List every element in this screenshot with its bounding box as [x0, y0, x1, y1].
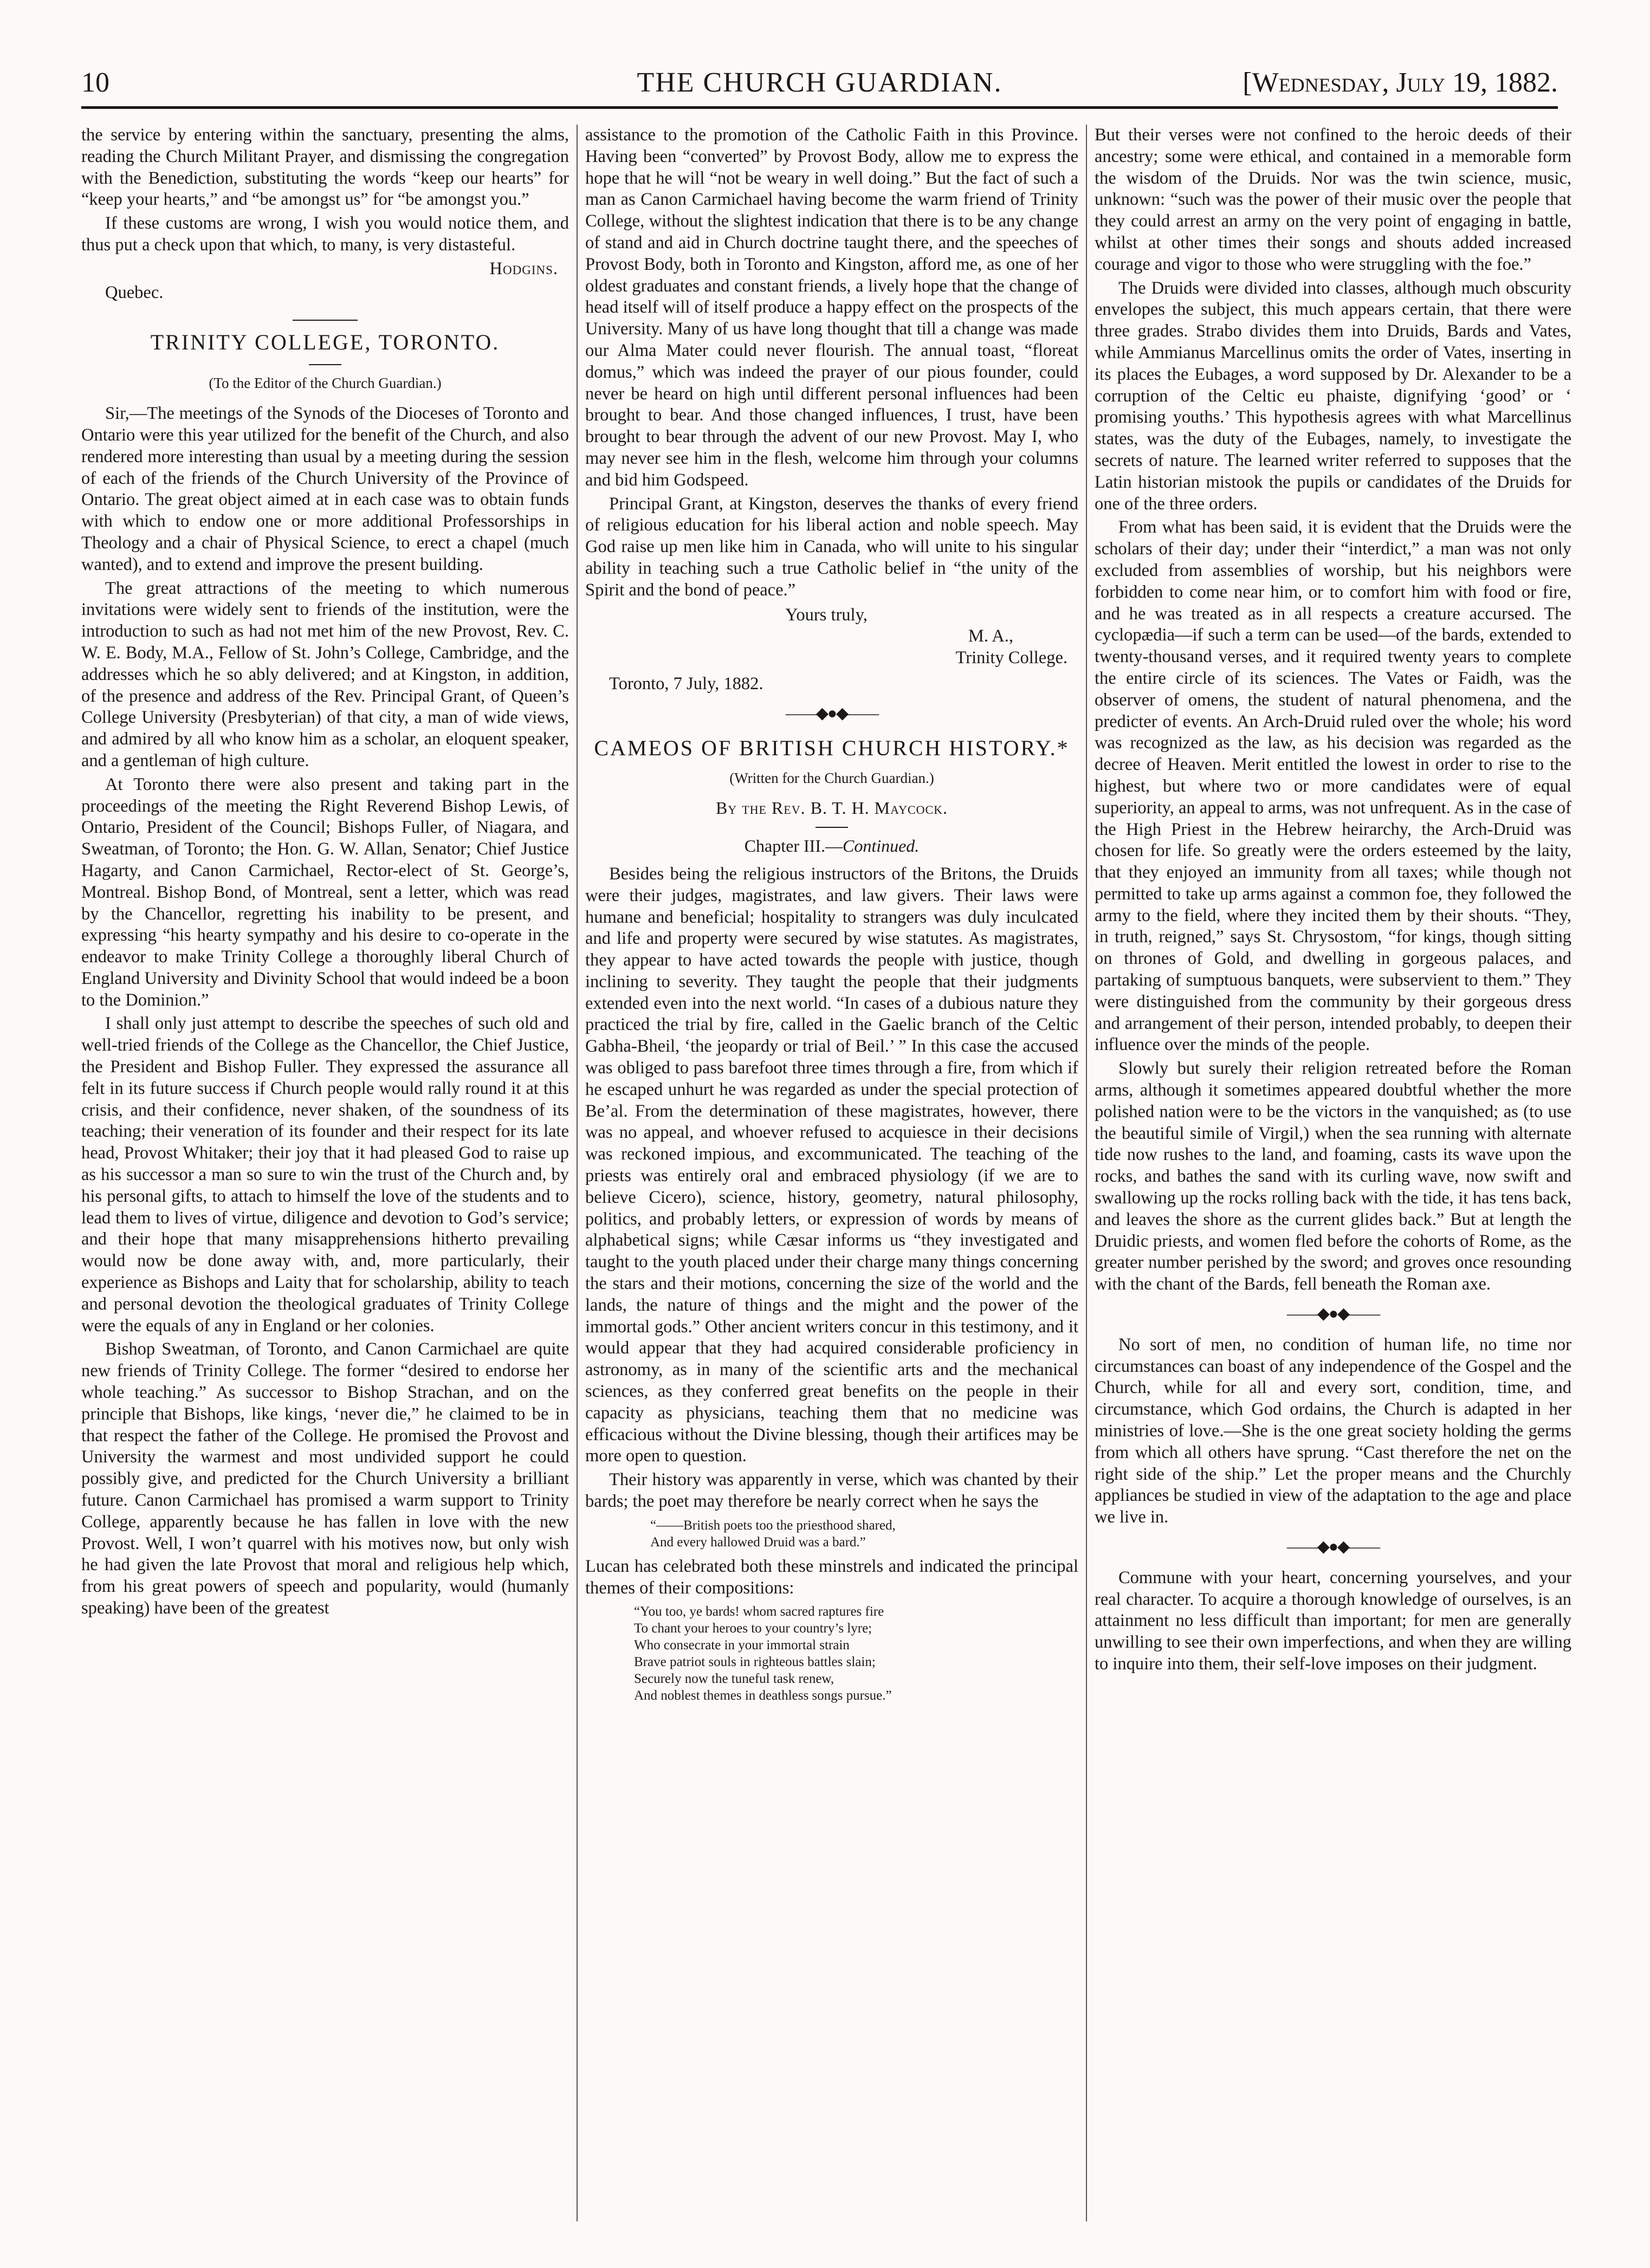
verse-quote [634, 1603, 1078, 1704]
chapter-continued: Continued. [842, 836, 920, 856]
issue-date: [Wednesday, July 19, 1882. [1243, 67, 1558, 98]
verse-line: Securely now the tuneful task renew, [634, 1671, 834, 1687]
column-right [1095, 125, 1571, 2248]
closing-salutation: Yours truly, [785, 605, 868, 625]
letter-place: Quebec. [105, 282, 164, 302]
verse-line: And noblest themes in deathless songs pursue.” [634, 1688, 892, 1703]
verse-line: “You too, ye bards! whom sacred raptures fire [634, 1604, 884, 1619]
verse-line: And every hallowed Druid was a bard.” [650, 1534, 866, 1550]
article-paragraph: I shall only just attempt to describe the speeches of such old and well-tried friends of the College as the Chancellor, the Chief Justice, the President and Bishop Fuller. They expressed the assurance all felt in its future success if Church people would rally round it at this crisis, and their confidence, never shaken, of the soundness of its teaching; their veneration of its founder and their respect for its late head, Provost Whitaker; their joy that it had pleased God to raise up as his successor a man so sure to win the trust of the Church and, by his personal gifts, to attach to himself the love of the students and to lead them to lives of virtue, diligence and devotion to God’s service; and their hope that many misapprehensions hitherto prevailing would now be done away with, and, more particularly, their experience as Bishops and Laity that for scholarship, ability to teach and personal devotion the theological graduates of Trinity College were the equals of any in England or her colonies. [81, 1014, 569, 1336]
article-paragraph: Their history was apparently in verse, which was chanted by their bards; the poet may therefore be nearly correct when he says the [585, 1470, 1078, 1512]
letter-paragraph: the service by entering within the sanctuary, presenting the alms, reading the Church Militant Prayer, and dismissing the congregation with the Benediction, substituting the words “keep our hearts” for “keep your hearts,” and “be amongst us” for “be amongst you.” [81, 125, 569, 210]
masthead-title: THE CHURCH GUARDIAN. [637, 67, 1002, 98]
closing-signature: M. A., [968, 626, 1013, 646]
article-paragraph: Sir,—The meetings of the Synods of the Dioceses of Toronto and Ontario were this year utilized for the benefit of the Church, and also rendered more interesting than usual by a meeting during the session of each of the friends of the Church University of the Province of Ontario. The great object aimed at in each case was to obtain funds with which to endow one or more additional Professorships in Theology and a chair of Physical Science, to erect a chapel (much wanted), and to extend and improve the present building. [81, 404, 569, 574]
article-title: CAMEOS OF BRITISH CHURCH HISTORY.* [594, 735, 1070, 760]
section-ornament: ——◆●◆—— [1286, 1305, 1380, 1323]
page-header [81, 64, 1558, 102]
article-paragraph: assistance to the promotion of the Catholic Faith in this Province. Having been “converted” by Provost Body, allow me to express the hope that he will “not be weary in well doing.” But the fact of such a man as Canon Carmichael having become the warm friend of Trinity College, without the slightest indication that there is to be any change of stand and aid in Church doctrine taught there, and the speeches of Provost Body, both in Toronto and Kingston, afford me, as one of her oldest graduates and constant friends, a lively hope that the change of head itself will of itself produce a happy effect on the prospects of the University. Many of us have long thought that till a change was made our Alma Mater could never flourish. The annual toast, “floreat domus,” which was indeed the prayer of our pious founder, could never be heard on high until different personal influences had been brought to bear. And those changed influences, I trust, have been brought to bear through the advent of our new Provost. May I, who may never see him in the flesh, welcome him through your columns and bid him Godspeed. [585, 125, 1078, 490]
column-middle [585, 125, 1078, 2248]
article-paragraph: Lucan has celebrated both these minstrels and indicated the principal themes of their compositions: [585, 1556, 1078, 1598]
article-byline: By the Rev. B. T. H. Maycock. [715, 798, 948, 818]
article-paragraph: At Toronto there were also present and taking part in the proceedings of the meeting the Right Reverend Bishop Lewis, of Ontario, President of the Council; Bishops Fuller, of Niagara, and Sweatman, of Toronto; the Hon. G. W. Allan, Senator; Chief Justice Hagarty, and Canon Carmichael, Rector-elect of St. George’s, Montreal. Bishop Bond, of Montreal, sent a letter, which was read by the Chancellor, regretting his inability to be present, and expressing “his hearty sympathy and his desire to co-operate in the endeavor to make Trinity College a thoroughly liberal Church of England University and Divinity School that would indeed be a boon to the Dominion.” [81, 774, 569, 1010]
section-rule [293, 320, 358, 321]
article-paragraph: The great attractions of the meeting to which numerous invitations were widely sent to friends of the institution, were the introduction to such as had not met him of the new Provost, Rev. C. W. E. Body, M.A., Fellow of St. John’s College, Cambridge, and the addresses which he so ably delivered; and at Kingston, in addition, of the presence and address of the Rev. Principal Grant, of Queen’s College University (Presbyterian) of that city, a man of wide views, and admired by all who know him as a scholar, an eloquent speaker, and a gentleman of high culture. [81, 578, 569, 770]
article-paragraph: Slowly but surely their religion retreated before the Roman arms, although it sometimes appeared doubtful whether the more polished nation were to be the victors in the vanquished; as (to use the beautiful simile of Virgil,) when the sea running with alternate tide now rushes to the land, and foaming, casts its wave upon the rocks, and bathes the sand with its curling wave, now swift and swallowing up the rocks rolling back with the tide, it has tens back, and leaves the shore as the current glides back.” But at length the Druidic priests, and women fled before the cohorts of Rome, as the greater number perished by the sword; and groves once resounding with the chant of the Bards, fell beneath the Roman axe. [1095, 1059, 1571, 1294]
letter-paragraph: If these customs are wrong, I wish you would notice them, and thus put a check upon that which, to many, is very distasteful. [81, 213, 569, 255]
editorial-paragraph: No sort of men, no condition of human life, no time nor circumstances can boast of any independence of the Gospel and the Church, while for all and every sort, condition, time, and circumstance, which God ordains, the Church is adapted in her ministries of love.—She is the one great society holding the germs from which all others have sprung. “Cast therefore the net on the right side of the ship.” Let the proper means and the Churchly appliances be studied in view of the adaptation to the age and place we live in. [1095, 1334, 1571, 1527]
section-ornament: ——◆●◆—— [785, 704, 878, 722]
column-divider [577, 125, 578, 2221]
verse-line: Who consecrate in your immortal strain [634, 1638, 850, 1653]
verse-line: To chant your heroes to your country’s lyre; [634, 1621, 872, 1636]
letter-dateline: Toronto, 7 July, 1882. [609, 673, 763, 694]
letter-closing [585, 605, 1067, 669]
chapter-heading [585, 835, 1078, 857]
article-paragraph: The Druids were divided into classes, although much obscurity envelopes the subject, this much appears certain, that there were three grades. Strabo divides them into Druids, Bards and Vates, while Ammianus Marcellinus omits the order of Vates, inserting in its places the Eubages, a word supposed by Dr. Alexander to be a corruption of the Celtic eu phaiste, dignifying ‘good’ or ‘ promising youths.’ This hypothesis agrees with what Marcellinus states, was the duty of the Eubages, namely, to investigate the secrets of nature. The learned writer referred to supposes that the Latin historian mistook the pupils or candidates of the Druids for one of the three orders. [1095, 278, 1571, 514]
verse-quote [650, 1517, 1078, 1551]
article-paragraph: Besides being the religious instructors of the Britons, the Druids were their judges, magistrates, and law givers. Their laws were humane and beneficial; hospitality to strangers was duly inculcated and life and property were secured by wise statutes. As magistrates, they appear to have acted towards the people with justice, though inclining to severity. They taught the people that their judgments extended even into the next world. “In cases of a dubious nature they practiced the trial by fire, called in the Gaelic branch of the Celtic Gabha-Bheil, ‘the jeopardy or trial of Beil.’ ” In this case the accused was obliged to pass barefoot three times through a fire, from which if he escaped unhurt he was regarded as under the special protection of Be’al. From the determination of these magistrates, however, there was no appeal, and whoever refused to acquiesce in their decisions was reckoned impious, and excommunicated. The teaching of the priests was entirely oral and embraced physiology (if we are to believe Cicero), science, history, geometry, natural philosophy, politics, and probably letters, or expression of words by means of alphabetical signs; while Cæsar informs us “they investigated and taught to the youth placed under their charge many things concerning the stars and their motions, concerning the size of the world and the lands, the nature of things and the might and the power of the immortal gods.” Other ancient writers concur in this testimony, and it would appear that they had acquired considerable proficiency in astronomy, as in many of the scientific arts and the mechanical sciences, as they conferred great benefits on the people in their capacity as physicians, teaching them that no medicine was efficacious without the Divine blessing, though their artifices may be more open to question. [585, 864, 1078, 1466]
verse-line: Brave patriot souls in righteous battles slain; [634, 1655, 876, 1670]
column-divider [1086, 125, 1087, 2221]
article-paragraph: From what has been said, it is evident that the Druids were the scholars of their day; under their “interdict,” a man was not only excluded from assemblies of worship, but his neighbors were forbidden to come near him, or to comfort him with food or fire, and he was treated as in all respects a creature accursed. The cyclopædia—if such a term can be used—of the bards, extended to twenty-thousand verses, and it required twenty years to complete the entire circle of its sciences. The Vates or Faidh, was the observer of omens, the student of natural phenomena, and the predicter of events. An Arch-Druid ruled over the whole; his word was recognized as the law, as his decision was regarded as the decree of Heaven. Merit entitled the lowest in order to rise to the highest, but where two or more candidates were of equal superiority, an appeal to arms, was not unfrequent. As in the case of the High Priest in the Hebrew heirarchy, the Arch-Druid was chosen for life. So greatly were the orders esteemed by the laity, that they enjoyed an immunity from all taxes; while though not permitted to take up arms against a common foe, they followed the army to the field, where they incited them by their shouts. “They, in truth, reigned,” says St. Chrysostom, “for kings, though sitting on thrones of Gold, and dwelling in gorgeous palaces, and partaking of sumptuous banquets, were subservient to them.” They were distinguished from the community by their gorgeous dress and arrangement of their person, intended probably, to deepen their influence over the minds of the people. [1095, 517, 1571, 1055]
page-number: 10 [81, 67, 109, 98]
letter-signature: Hodgins. [489, 258, 558, 278]
verse-line: “——British poets too the priesthood shared, [650, 1518, 896, 1533]
article-paragraph: But their verses were not confined to the heroic deeds of their ancestry; some were ethical, and contained in a memorable form the wisdom of the Druids. Nor was the twin science, music, unknown: “such was the power of their music over the people that they could arrest an army on the very point of engaging in battle, whilst at other times their songs and shouts added increased courage and vigor to those who were struggling with the foe.” [1095, 125, 1571, 274]
section-ornament: ——◆●◆—— [1286, 1538, 1380, 1556]
article-title: TRINITY COLLEGE, TORONTO. [150, 330, 500, 355]
section-rule [816, 827, 848, 828]
article-paragraph: Principal Grant, at Kingston, deserves the thanks of every friend of religious education for his liberal action and noble speech. May God raise up men like him in Canada, who will unite to his singular ability in teaching such a true Catholic belief in “the unity of the Spirit and the bond of peace.” [585, 494, 1078, 600]
editorial-paragraph: Commune with your heart, concerning yourselves, and your real character. To acquire a thorough knowledge of ourselves, is an attainment no less difficult than important; for men are generally unwilling to see their own imperfections, and when they are willing to inquire into them, their self-love imposes on their judgment. [1095, 1567, 1571, 1674]
column-left [81, 125, 569, 2248]
chapter-number: Chapter III.— [744, 836, 843, 856]
article-paragraph: Bishop Sweatman, of Toronto, and Canon Carmichael are quite new friends of Trinity College. The former “desired to endorse her whole teaching.” As successor to Bishop Strachan, and on the principle that Bishops, like kings, ‘never die,” he claimed to be in that respect the father of the College. He promised the Provost and University the warmest and most undivided support he could possibly give, and predicted for the Church University a brilliant future. Canon Carmichael has promised a warm support to Trinity College, apparently because he has fallen in love with the new Provost. Well, I won’t quarrel with his motives now, but only wish he had given the late Provost that moral and religious help which, from his great powers of speech and popularity, would (humanly speaking) have been of the greatest [81, 1339, 569, 1618]
closing-affiliation: Trinity College. [955, 648, 1067, 668]
section-rule [309, 364, 341, 365]
article-note: (Written for the Church Guardian.) [729, 769, 934, 786]
header-rule [81, 106, 1558, 109]
article-note: (To the Editor of the Church Guardian.) [209, 375, 442, 392]
